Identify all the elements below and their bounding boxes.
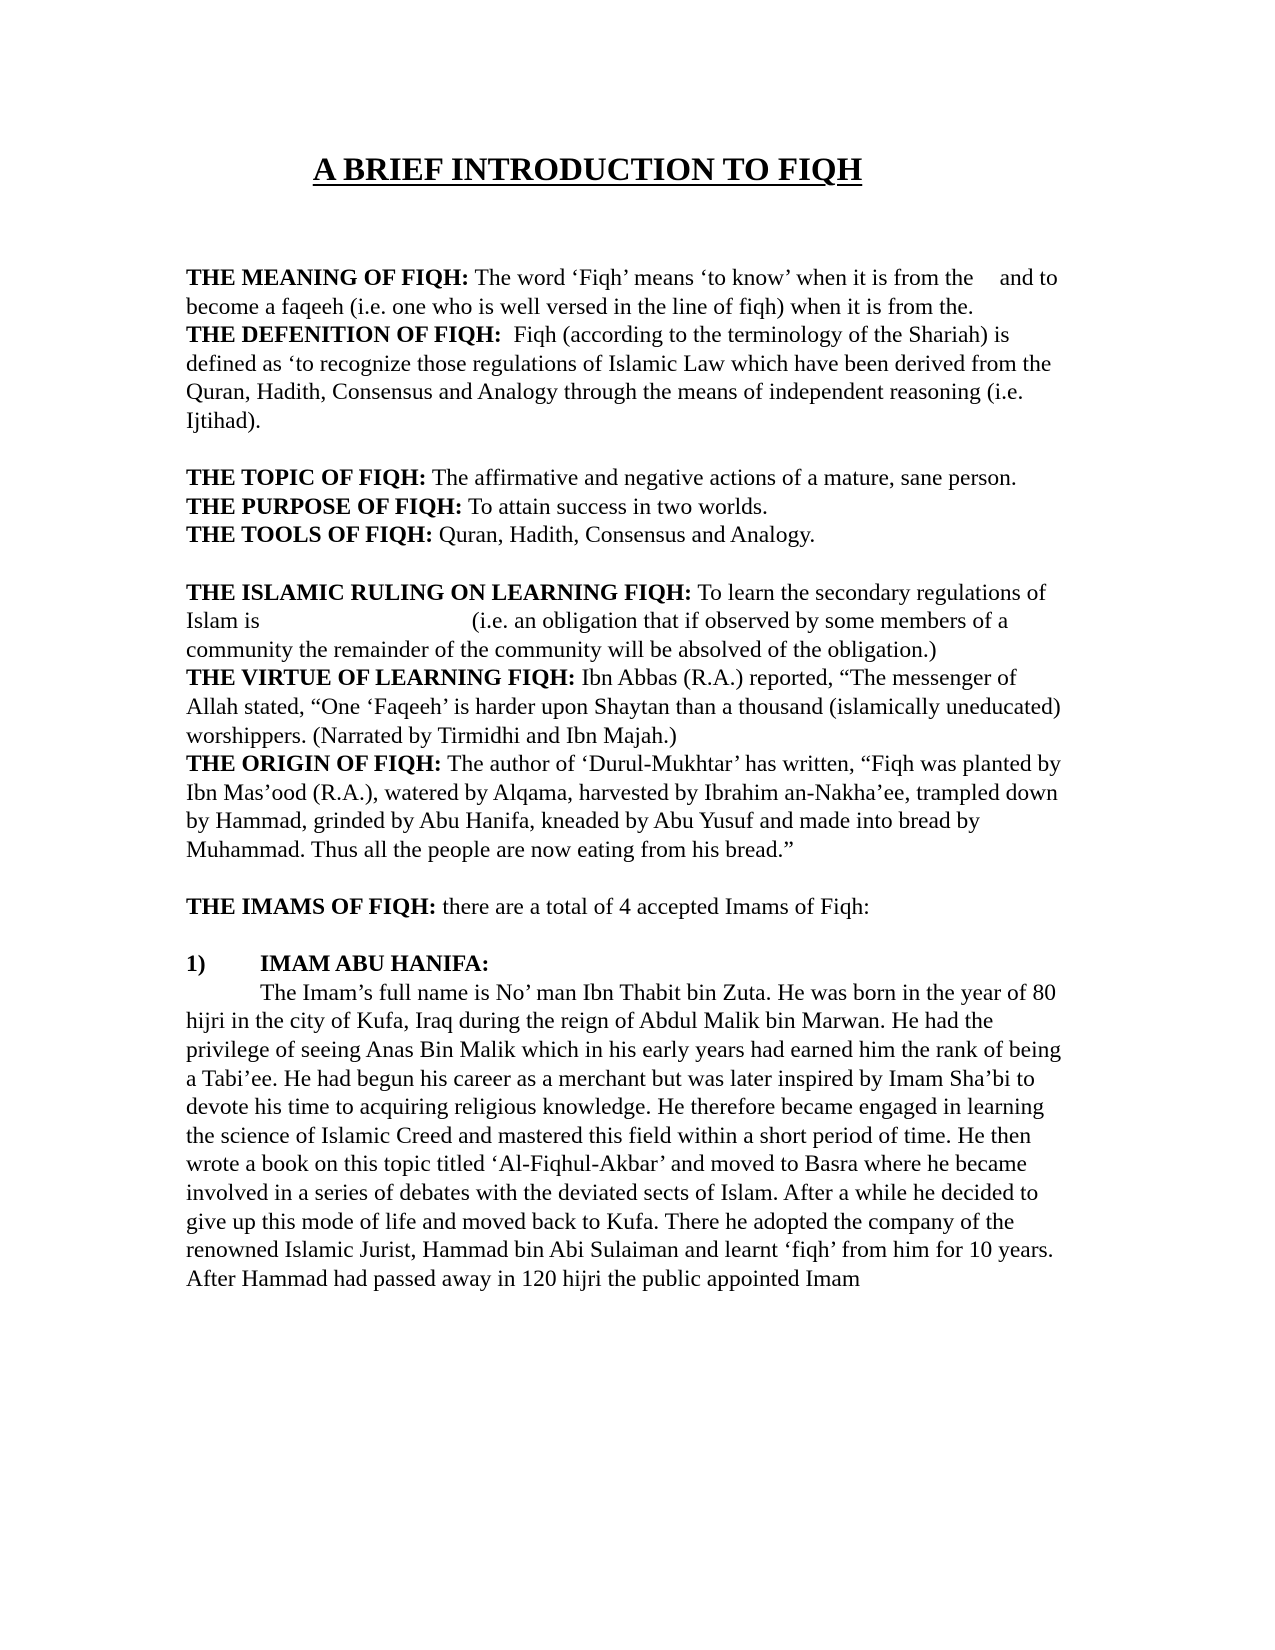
spacer xyxy=(186,550,1066,579)
imam-heading-text: IMAM ABU HANIFA: xyxy=(260,951,490,978)
imam-paragraph-text: The Imam’s full name is No’ man Ibn Thabit bin Zuta. He was born in the year of 80 hijri in the city of Kufa, Iraq during the reign of Abdul Malik bin Marwan. He had the privilege of seeing Anas Bin Malik which in his early years had earned him the rank of being a Tabi’ee. He had begun his career as a merchant but was later inspired by Imam Sha’bi to devote his time to acquiring religious knowledge. He therefore became engaged in learning the science of Islamic Creed and mastered this field within a short period of time. He then wrote a book on this topic titled ‘Al-Fiqhul-Akbar’ and moved to Basra where he became involved in a series of debates with the deviated sects of Islam. After a while he decided to give up this mode of life and moved back to Kufa. There he adopted the company of the renowned Islamic Jurist, Hammad bin Abi Sulaiman and learnt ‘fiqh’ from him for 10 years. After Hammad had passed away in 120 hijri the public appointed Imam xyxy=(186,979,1062,1292)
section-topic xyxy=(186,464,1066,493)
section-text: The affirmative and negative actions of a mature, sane person. xyxy=(426,465,1017,492)
section-ruling xyxy=(186,579,1066,665)
section-text: To learn the secondary regulations of Islam is xyxy=(186,579,1047,635)
section-text: (i.e. an obligation that if observed by some members of a community the remainder of the community will be absolved of the obligation.) xyxy=(186,608,1009,663)
section-purpose xyxy=(186,493,1066,522)
section-label: THE MEANING OF FIQH: xyxy=(186,265,470,291)
spacer xyxy=(186,922,1066,951)
section-label: THE DEFENITION OF FIQH: xyxy=(186,322,502,349)
imam-heading xyxy=(186,950,1066,979)
section-label: THE ORIGIN OF FIQH: xyxy=(186,751,442,778)
section-tools xyxy=(186,521,1066,550)
section-label: THE IMAMS OF FIQH: xyxy=(186,894,437,921)
section-text: To attain success in two worlds. xyxy=(462,493,768,520)
section-label: THE ISLAMIC RULING ON LEARNING FIQH: xyxy=(186,579,692,606)
section-text: Ibn Abbas (R.A.) reported, “The messenger of Allah stated, “One ‘Faqeeh’ is harder upon Shaytan than a thousand (islamically uneducated) worshippers. (Narrated by Tirmidhi and Ibn Majah.) xyxy=(186,665,1061,749)
page-title xyxy=(0,150,1275,190)
section-text: Fiqh (according to the terminology of the Shariah) is defined as ‘to recognize those regulations of Islamic Law which have been derived from the Quran, Hadith, Consensus and Analogy through the means of independent reasoning (i.e. Ijtihad). xyxy=(186,322,1058,434)
section-text: Quran, Hadith, Consensus and Analogy. xyxy=(433,522,816,549)
section-definition xyxy=(186,321,1066,435)
section-label: THE VIRTUE OF LEARNING FIQH: xyxy=(186,665,576,692)
section-text: there are a total of 4 accepted Imams of Fiqh: xyxy=(436,894,870,921)
section-imams xyxy=(186,893,1066,922)
section-text: The word ‘Fiqh’ means ‘to know’ when it is from the xyxy=(469,265,974,291)
page-title-text: A BRIEF INTRODUCTION TO FIQH xyxy=(312,152,863,188)
spacer xyxy=(186,864,1066,893)
section-virtue xyxy=(186,664,1066,750)
section-meaning xyxy=(186,264,1066,321)
imam-paragraph xyxy=(186,979,1066,1294)
imam-number: 1) xyxy=(186,951,206,978)
section-label: THE PURPOSE OF FIQH: xyxy=(186,493,463,520)
section-text: and to become a faqeeh (i.e. one who is well versed in the line of fiqh) when it is from the. xyxy=(186,265,1058,320)
section-origin xyxy=(186,750,1066,864)
section-text: The author of ‘Durul-Mukhtar’ has written, “Fiqh was planted by Ibn Mas’ood (R.A.), watered by Alqama, harvested by Ibrahim an-Nakha’ee, trampled down by Hammad, grinded by Abu Hanifa, kneaded by Abu Yusuf and made into bread by Muhammad. Thus all the people are now eating from his bread.” xyxy=(186,751,1062,863)
spacer xyxy=(186,436,1066,465)
section-label: THE TOOLS OF FIQH: xyxy=(186,522,434,549)
document-body xyxy=(186,264,1066,1293)
section-label: THE TOPIC OF FIQH: xyxy=(186,465,427,492)
